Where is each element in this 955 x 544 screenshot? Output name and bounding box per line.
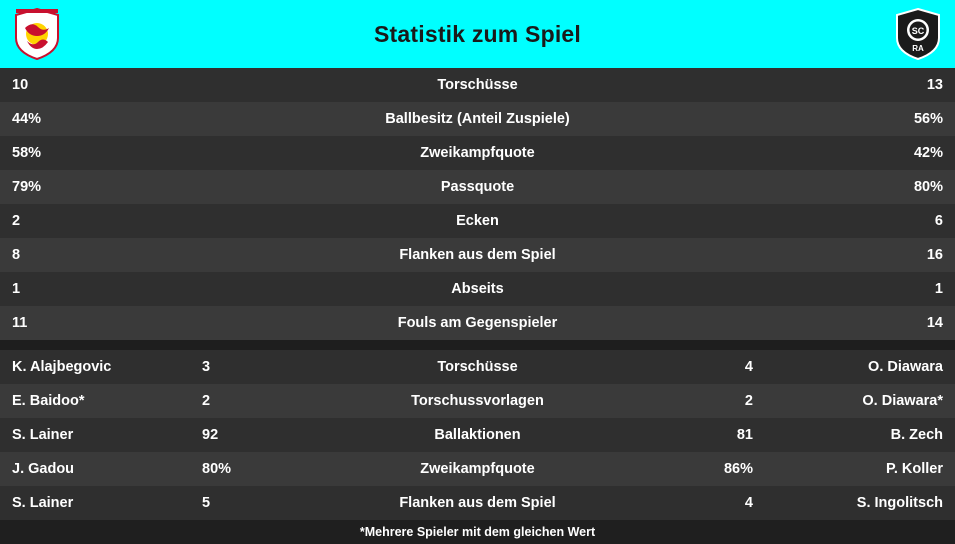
stat-label: Abseits [451,281,504,297]
home-player-name: S. Lainer [12,427,74,443]
table-row [0,272,955,306]
home-value: 2 [12,213,21,229]
table-row [0,204,955,238]
away-player-name: S. Ingolitsch [856,495,943,511]
away-value: 80% [913,179,943,195]
home-player-value: 5 [202,495,211,511]
away-value: 13 [926,77,943,93]
crest-red-bull-salzburg-icon [14,8,60,60]
table-row [0,418,955,452]
away-player-value: 4 [744,359,753,375]
home-player-name: K. Alajbegovic [12,359,112,375]
away-player-value: 86% [723,461,753,477]
stat-label: Ecken [456,213,499,229]
svg-text:RA: RA [912,44,924,53]
home-value: 11 [12,315,28,331]
table-row [0,350,955,384]
page-header [0,0,955,68]
away-value: 56% [913,111,943,127]
away-player-value: 4 [744,495,753,511]
home-player-value: 92 [202,427,219,443]
home-value: 8 [12,247,21,263]
home-value: 1 [12,281,21,297]
stat-label: Torschüsse [437,359,518,375]
stat-label: Zweikampfquote [420,461,535,477]
stat-label: Torschussvorlagen [411,393,544,409]
stat-label: Flanken aus dem Spiel [399,247,556,263]
away-value: 14 [926,315,943,331]
home-player-name: J. Gadou [12,461,75,477]
stat-label: Fouls am Gegenspieler [397,315,558,331]
away-value: 1 [934,281,943,297]
away-player-name: P. Koller [886,461,943,477]
stat-label: Flanken aus dem Spiel [399,495,556,511]
away-value: 16 [926,247,943,263]
table-row [0,306,955,340]
away-player-name: B. Zech [890,427,943,443]
home-player-value: 80% [202,461,232,477]
stat-label: Ballaktionen [434,427,521,443]
stat-label: Torschüsse [437,77,518,93]
svg-text:SC: SC [911,26,925,36]
table-row [0,452,955,486]
table-row [0,238,955,272]
page-title: Statistik zum Spiel [373,20,581,47]
footnote: *Mehrere Spieler mit dem gleichen Wert [0,520,955,544]
home-player-value: 2 [202,393,211,409]
section-divider [0,340,955,350]
away-value: 6 [934,213,943,229]
player-stats-table [0,350,955,520]
away-value: 42% [913,145,943,161]
stat-label: Zweikampfquote [420,145,535,161]
table-row [0,136,955,170]
table-row [0,384,955,418]
away-player-value: 2 [744,393,753,409]
crest-sc-rheindorf-altach-icon [895,8,941,60]
table-row [0,486,955,520]
home-value: 58% [12,145,42,161]
stat-label: Passquote [440,179,515,195]
away-player-name: O. Diawara [868,359,943,375]
home-player-name: E. Baidoo* [12,393,85,409]
table-row [0,102,955,136]
stat-label: Ballbesitz (Anteil Zuspiele) [385,111,570,127]
team-stats-table [0,68,955,340]
home-player-value: 3 [202,359,211,375]
home-value: 44% [12,111,42,127]
home-player-name: S. Lainer [12,495,74,511]
away-player-name: O. Diawara* [862,393,943,409]
home-value: 79% [12,179,42,195]
home-value: 10 [12,77,29,93]
table-row [0,68,955,102]
away-player-value: 81 [736,427,753,443]
table-row [0,170,955,204]
